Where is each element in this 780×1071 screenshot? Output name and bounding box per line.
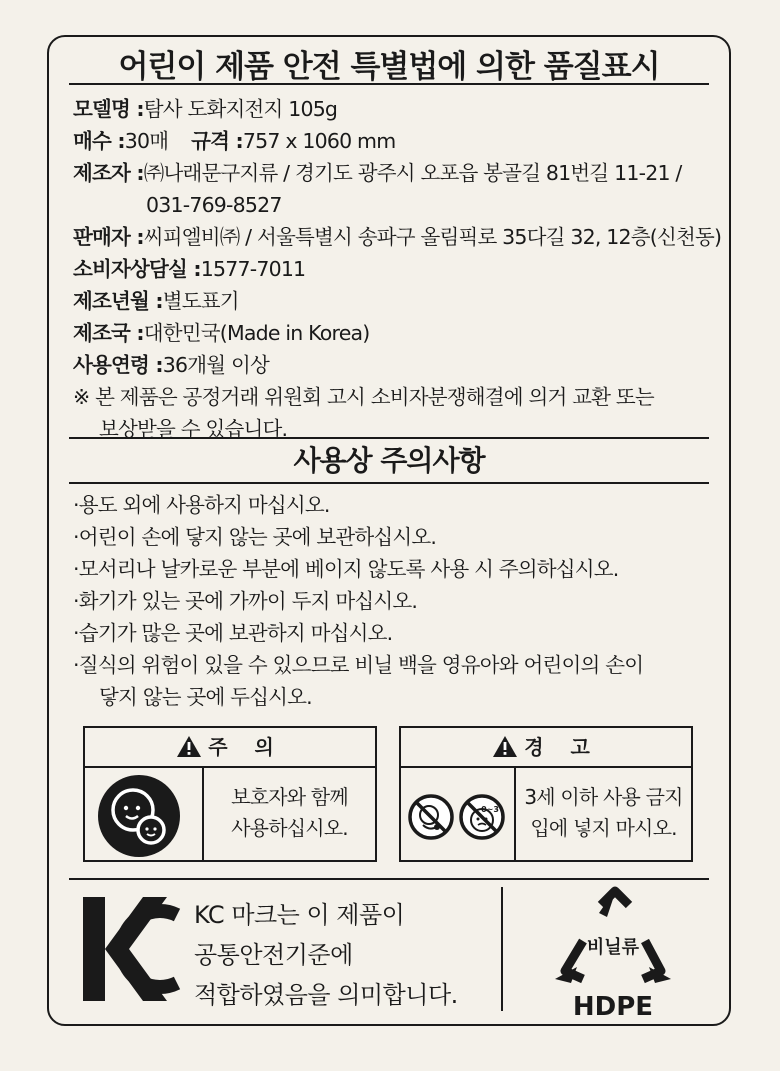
no-under-3-icon	[458, 793, 506, 845]
warning-box-text	[516, 766, 691, 860]
country-row	[73, 317, 715, 349]
maker-row	[73, 157, 715, 189]
parent-child-icon	[97, 774, 181, 862]
model-row	[73, 93, 715, 125]
kc-mark-icon	[81, 895, 181, 1007]
maker-phone: 031-769-8527	[146, 193, 282, 217]
size-value: 757 x 1060 mm	[242, 129, 396, 153]
recycle-material: HDPE	[572, 992, 654, 1022]
caution-item: ·모서리나 날카로운 부분에 베이지 않도록 사용 시 주의하십시오.	[73, 557, 619, 581]
caution-box-title: 주 의	[208, 735, 284, 759]
kc-recycle-divider	[501, 887, 503, 1011]
country-label: 제조국 :	[73, 321, 144, 345]
caution-box-header	[85, 728, 375, 768]
cautions-title: 사용상 주의사항	[293, 444, 485, 477]
age-value: 36개월 이상	[162, 353, 269, 377]
age-label: 사용연령 :	[73, 353, 163, 377]
no-mouth-icon	[407, 793, 455, 845]
caution-box-line-1: 보호자와 함께	[231, 785, 348, 809]
maker-label: 제조자 :	[73, 161, 144, 185]
product-info	[73, 93, 722, 445]
maker-value: ㈜나래문구지류 / 경기도 광주시 오포읍 봉골길 81번길 11-21 /	[143, 161, 682, 185]
warning-box-line-2: 입에 넣지 마시오.	[530, 816, 677, 840]
notice-line-2: 보상받을 수 있습니다.	[99, 417, 288, 441]
kc-section	[69, 879, 509, 1009]
label-title: 어린이 제품 안전 특별법에 의한 품질표시	[118, 49, 660, 85]
date-label: 제조년월 :	[73, 289, 163, 313]
seller-value: 씨피엘비㈜ / 서울특별시 송파구 올림픽로 35다길 32, 12층(신천동)	[143, 225, 722, 249]
caution-item: ·화기가 있는 곳에 가까이 두지 마십시오.	[73, 589, 418, 613]
sheets-size-row	[73, 125, 715, 157]
warning-box-title: 경 고	[524, 735, 600, 759]
country-value: 대한민국(Made in Korea)	[143, 321, 370, 345]
sheets-value: 30매	[124, 129, 169, 153]
consult-value: 1577-7011	[200, 257, 306, 281]
date-row	[73, 285, 715, 317]
size-label: 규격 :	[191, 129, 243, 153]
caution-item: ·어린이 손에 닿지 않는 곳에 보관하십시오.	[73, 525, 437, 549]
model-value: 탐사 도화지전지 105g	[143, 97, 338, 121]
caution-item: ·질식의 위험이 있을 수 있으므로 비닐 백을 영유아와 어린이의 손이	[73, 653, 644, 677]
age-badge-text: 0~3	[481, 805, 499, 814]
cautions-list	[73, 489, 715, 713]
title-divider	[69, 83, 709, 85]
caution-item: ·습기가 많은 곳에 보관하지 마십시오.	[73, 621, 393, 645]
cautions-bottom-divider	[69, 482, 709, 484]
warning-triangle-icon	[176, 735, 202, 758]
kc-line-2: 공통안전기준에	[194, 941, 353, 969]
caution-item: ·용도 외에 사용하지 마십시오.	[73, 493, 330, 517]
kc-line-3: 적합하였음을 의미합니다.	[194, 981, 458, 1009]
warning-box	[399, 726, 693, 862]
consult-label: 소비자상담실 :	[73, 257, 201, 281]
kc-line-1: KC 마크는 이 제품이	[194, 901, 405, 929]
recycle-icon	[543, 883, 683, 1023]
recycle-mark	[543, 883, 683, 1023]
notice-line-1: ※ 본 제품은 공정거래 위원회 고시 소비자분쟁해결에 의거 교환 또는	[73, 385, 654, 409]
age-row	[73, 349, 715, 381]
consult-row	[73, 253, 715, 285]
sheets-label: 매수 :	[73, 129, 125, 153]
caution-item: 닿지 않는 곳에 두십시오.	[99, 685, 312, 709]
warning-box-header	[401, 728, 691, 768]
kc-description	[194, 895, 458, 1015]
recycle-label: 비닐류	[586, 937, 640, 958]
caution-box	[83, 726, 377, 862]
date-value: 별도표기	[162, 289, 239, 313]
label-card	[47, 35, 731, 1026]
warning-box-line-1: 3세 이하 사용 금지	[524, 785, 683, 809]
model-label: 모델명 :	[73, 97, 144, 121]
seller-label: 판매자 :	[73, 225, 144, 249]
caution-box-line-2: 사용하십시오.	[231, 816, 348, 840]
seller-row	[73, 221, 722, 253]
caution-box-text	[204, 766, 375, 860]
warning-triangle-icon	[492, 735, 518, 758]
